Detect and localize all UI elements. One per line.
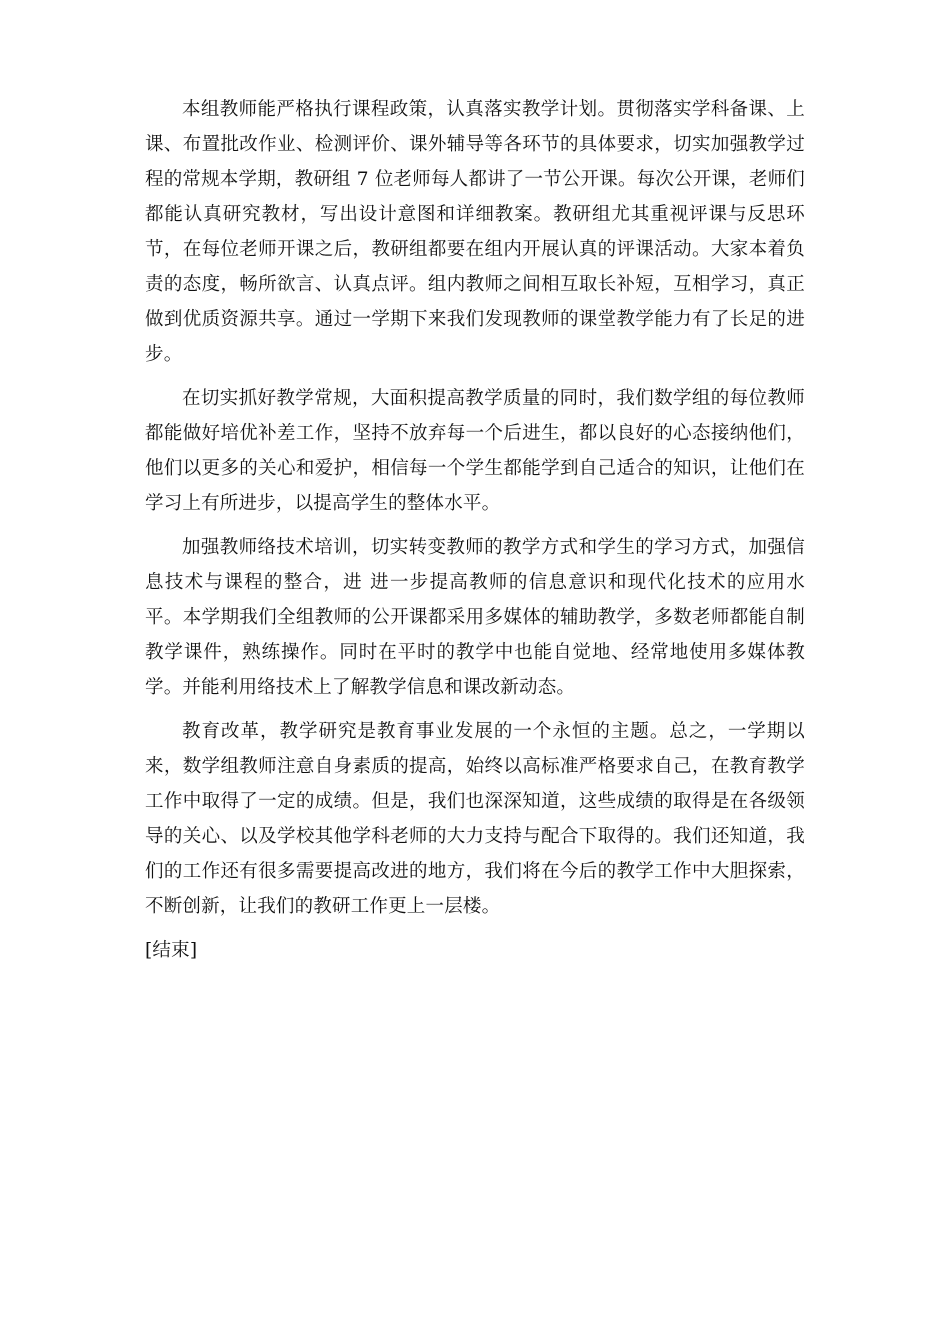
document-body	[145, 92, 805, 968]
end-mark: [结束]	[145, 940, 198, 961]
paragraph-4: 教育改革，教学研究是教育事业发展的一个永恒的主题。总之，一学期以来，数学组教师注意自身素质的提高，始终以高标准严格要求自己，在教育教学工作中取得了一定的成绩。但是，我们也深深知道，这些成绩的取得是在各级领导的关心、以及学校其他学科老师的大力支持与配合下取得的。我们还知道，我们的工作还有很多需要提高改进的地方，我们将在今后的教学工作中大胆探索，不断创新，让我们的教研工作更上一层楼。	[145, 721, 805, 917]
paragraph-3: 加强教师络技术培训，切实转变教师的教学方式和学生的学习方式，加强信息技术与课程的整合，进 进一步提高教师的信息意识和现代化技术的应用水平。本学期我们全组教师的公开课都采用多媒体的辅助教学，多数老师都能自制教学课件，熟练操作。同时在平时的教学中也能自觉地、经常地使用多媒体教学。并能利用络技术上了解教学信息和课改新动态。	[145, 537, 805, 698]
paragraph-1: 本组教师能严格执行课程政策，认真落实教学计划。贯彻落实学科备课、上课、布置批改作业、检测评价、课外辅导等各环节的具体要求，切实加强教学过程的常规本学期，教研组 7 位老师每人都讲了一节公开课。每次公开课，老师们都能认真研究教材，写出设计意图和详细教案。教研组尤其重视评课与反思环节，在每位老师开课之后，教研组都要在组内开展认真的评课活动。大家本着负责的态度，畅所欲言、认真点评。组内教师之间相互取长补短，互相学习，真正做到优质资源共享。通过一学期下来我们发现教师的课堂教学能力有了长足的进步。	[145, 99, 805, 365]
paragraph-2: 在切实抓好教学常规，大面积提高教学质量的同时，我们数学组的每位教师都能做好培优补差工作，坚持不放弃每一个后进生，都以良好的心态接纳他们，他们以更多的关心和爱护，相信每一个学生都能学到自己适合的知识，让他们在学习上有所进步，以提高学生的整体水平。	[145, 388, 805, 514]
